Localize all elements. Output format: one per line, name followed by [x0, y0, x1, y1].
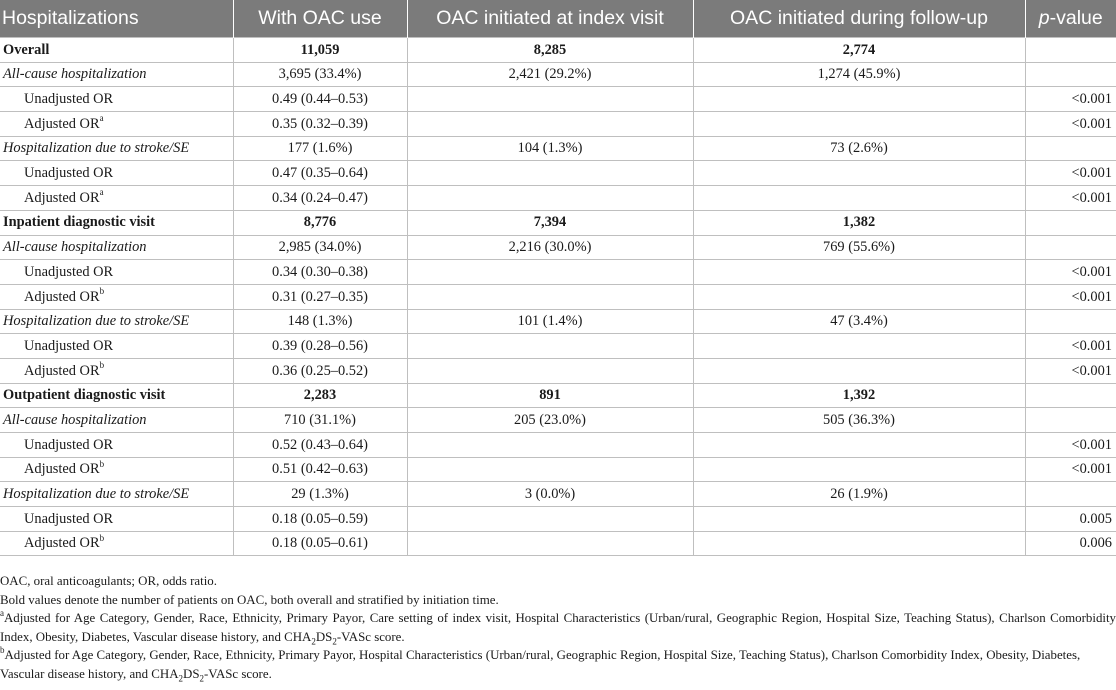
cell-p — [1025, 38, 1116, 63]
footnote-a-tail: -VASc score. — [336, 629, 405, 644]
cell-follow — [693, 358, 1025, 383]
row-label: Unadjusted OR — [0, 507, 233, 532]
header-oac-followup: OAC initiated during follow-up — [693, 0, 1025, 38]
cell-p — [1025, 482, 1116, 507]
row-label: Hospitalization due to stroke/SE — [0, 136, 233, 161]
footnote-b-sub2: 2 — [199, 673, 205, 684]
footnote-bold-values: Bold values denote the number of patients on OAC, both overall and stratified by initiation time. — [0, 592, 499, 607]
row-label: Outpatient diagnostic visit — [0, 383, 233, 408]
row-label: Hospitalization due to stroke/SE — [0, 482, 233, 507]
cell-index: 2,421 (29.2%) — [407, 62, 693, 87]
cell-follow: 2,774 — [693, 38, 1025, 63]
cell-index — [407, 358, 693, 383]
cell-p: 0.005 — [1025, 507, 1116, 532]
cell-follow: 769 (55.6%) — [693, 235, 1025, 260]
footnote-mark-b: b — [99, 532, 105, 543]
cell-p — [1025, 408, 1116, 433]
footnote-mark-b: b — [99, 359, 105, 370]
footnote-mark-a: a — [99, 186, 104, 197]
cell-p: <0.001 — [1025, 112, 1116, 137]
row-label — [0, 358, 233, 383]
footnote-a-sub2: 2 — [332, 636, 337, 647]
cell-index — [407, 112, 693, 137]
row-label-text: Adjusted OR — [24, 461, 100, 478]
footnote-a-mark: a — [0, 607, 4, 618]
header-p-rest: -value — [1049, 7, 1103, 29]
table-row — [0, 309, 1116, 334]
row-label — [0, 284, 233, 309]
cell-with-oac: 3,695 (33.4%) — [233, 62, 407, 87]
cell-follow — [693, 260, 1025, 285]
table-row — [0, 507, 1116, 532]
cell-follow: 1,382 — [693, 210, 1025, 235]
row-label — [0, 186, 233, 211]
table-row — [0, 482, 1116, 507]
row-label — [0, 531, 233, 556]
table-row — [0, 433, 1116, 458]
header-row — [0, 0, 1116, 38]
row-label-text: Adjusted OR — [24, 189, 100, 206]
cell-p: <0.001 — [1025, 334, 1116, 359]
cell-index — [407, 87, 693, 112]
cell-with-oac: 0.47 (0.35–0.64) — [233, 161, 407, 186]
table-row — [0, 383, 1116, 408]
cell-with-oac: 8,776 — [233, 210, 407, 235]
cell-index: 891 — [407, 383, 693, 408]
cell-p: <0.001 — [1025, 186, 1116, 211]
table-footnotes — [0, 572, 1116, 684]
table-row — [0, 284, 1116, 309]
cell-index: 3 (0.0%) — [407, 482, 693, 507]
cell-with-oac: 0.18 (0.05–0.61) — [233, 531, 407, 556]
cell-p: 0.006 — [1025, 531, 1116, 556]
cell-p — [1025, 62, 1116, 87]
cell-follow — [693, 112, 1025, 137]
footnote-b-tail: -VASc score. — [204, 666, 272, 681]
footnote-a-text: Adjusted for Age Category, Gender, Race, Ethnicity, Primary Payor, Care setting of index visit, Hospital Characteristics (Urban/rural, Geographic Region, Hospital Size, Teaching Status), Charlson Comorbidity Index, Obesity, Diabetes, Vascular disease history, and CHA — [0, 611, 1116, 644]
cell-follow: 73 (2.6%) — [693, 136, 1025, 161]
header-p-italic: p — [1038, 7, 1050, 29]
cell-follow: 505 (36.3%) — [693, 408, 1025, 433]
cell-follow — [693, 507, 1025, 532]
cell-with-oac: 0.31 (0.27–0.35) — [233, 284, 407, 309]
table-row — [0, 38, 1116, 63]
cell-follow — [693, 531, 1025, 556]
row-label: All-cause hospitalization — [0, 235, 233, 260]
cell-follow — [693, 433, 1025, 458]
cell-with-oac: 0.51 (0.42–0.63) — [233, 457, 407, 482]
footnote-abbreviations: OAC, oral anticoagulants; OR, odds ratio. — [0, 574, 217, 588]
cell-with-oac: 0.36 (0.25–0.52) — [233, 358, 407, 383]
row-label: Overall — [0, 38, 233, 63]
row-label — [0, 112, 233, 137]
table-row — [0, 210, 1116, 235]
cell-index — [407, 260, 693, 285]
cell-with-oac: 0.34 (0.30–0.38) — [233, 260, 407, 285]
cell-with-oac: 148 (1.3%) — [233, 309, 407, 334]
table-row — [0, 161, 1116, 186]
cell-p: <0.001 — [1025, 260, 1116, 285]
cell-index: 104 (1.3%) — [407, 136, 693, 161]
cell-index — [407, 531, 693, 556]
table-row — [0, 408, 1116, 433]
table-row — [0, 260, 1116, 285]
table-row — [0, 235, 1116, 260]
cell-with-oac: 0.52 (0.43–0.64) — [233, 433, 407, 458]
cell-index: 205 (23.0%) — [407, 408, 693, 433]
cell-index: 7,394 — [407, 210, 693, 235]
cell-follow — [693, 186, 1025, 211]
header-oac-index: OAC initiated at index visit — [407, 0, 693, 38]
row-label: All-cause hospitalization — [0, 62, 233, 87]
footnote-a-sub1: 2 — [311, 636, 316, 647]
footnote-b — [0, 646, 1116, 683]
footnote-b-sub1: 2 — [178, 673, 184, 684]
cell-p — [1025, 210, 1116, 235]
row-label: Unadjusted OR — [0, 260, 233, 285]
cell-index — [407, 433, 693, 458]
cell-with-oac: 0.39 (0.28–0.56) — [233, 334, 407, 359]
cell-follow: 1,274 (45.9%) — [693, 62, 1025, 87]
cell-p: <0.001 — [1025, 284, 1116, 309]
cell-p — [1025, 235, 1116, 260]
cell-p: <0.001 — [1025, 457, 1116, 482]
cell-with-oac: 2,283 — [233, 383, 407, 408]
cell-follow: 26 (1.9%) — [693, 482, 1025, 507]
cell-follow — [693, 284, 1025, 309]
cell-p — [1025, 309, 1116, 334]
cell-with-oac: 2,985 (34.0%) — [233, 235, 407, 260]
table-row — [0, 358, 1116, 383]
footnote-b-text: Adjusted for Age Category, Gender, Race, Ethnicity, Primary Payor, Hospital Characteristics (Urban/rural, Geographic Region, Hospital Size, Teaching Status), Charlson Comorbidity Index, Obesity, Diabetes, Vascular disease history, and CHA — [0, 648, 1081, 681]
cell-follow — [693, 334, 1025, 359]
cell-with-oac: 0.34 (0.24–0.47) — [233, 186, 407, 211]
table-row — [0, 457, 1116, 482]
footnote-b-ds: DS — [183, 666, 200, 681]
cell-index: 2,216 (30.0%) — [407, 235, 693, 260]
row-label: Unadjusted OR — [0, 334, 233, 359]
cell-index — [407, 161, 693, 186]
cell-follow — [693, 161, 1025, 186]
cell-with-oac: 0.18 (0.05–0.59) — [233, 507, 407, 532]
cell-index — [407, 186, 693, 211]
cell-with-oac: 29 (1.3%) — [233, 482, 407, 507]
table-row — [0, 334, 1116, 359]
row-label: All-cause hospitalization — [0, 408, 233, 433]
cell-index: 101 (1.4%) — [407, 309, 693, 334]
table-row — [0, 136, 1116, 161]
table-row — [0, 531, 1116, 556]
footnote-mark-a: a — [99, 112, 104, 123]
cell-follow — [693, 87, 1025, 112]
table-row — [0, 87, 1116, 112]
cell-with-oac: 177 (1.6%) — [233, 136, 407, 161]
cell-index: 8,285 — [407, 38, 693, 63]
row-label-text: Adjusted OR — [24, 535, 100, 552]
cell-follow: 1,392 — [693, 383, 1025, 408]
cell-with-oac: 710 (31.1%) — [233, 408, 407, 433]
cell-p: <0.001 — [1025, 161, 1116, 186]
row-label: Unadjusted OR — [0, 161, 233, 186]
cell-follow: 47 (3.4%) — [693, 309, 1025, 334]
table-row — [0, 112, 1116, 137]
cell-p: <0.001 — [1025, 358, 1116, 383]
row-label: Inpatient diagnostic visit — [0, 210, 233, 235]
table-row — [0, 62, 1116, 87]
cell-with-oac: 11,059 — [233, 38, 407, 63]
row-label: Unadjusted OR — [0, 87, 233, 112]
cell-index — [407, 457, 693, 482]
table-row — [0, 186, 1116, 211]
row-label: Hospitalization due to stroke/SE — [0, 309, 233, 334]
header-hospitalizations: Hospitalizations — [0, 0, 233, 38]
footnote-a — [0, 609, 1116, 646]
cell-p: <0.001 — [1025, 433, 1116, 458]
footnote-b-mark: b — [0, 645, 5, 656]
header-p-value — [1025, 0, 1116, 38]
cell-p — [1025, 383, 1116, 408]
row-label — [0, 457, 233, 482]
cell-with-oac: 0.49 (0.44–0.53) — [233, 87, 407, 112]
footnote-mark-b: b — [99, 458, 105, 469]
cell-index — [407, 507, 693, 532]
cell-index — [407, 284, 693, 309]
row-label-text: Adjusted OR — [24, 362, 100, 379]
row-label-text: Adjusted OR — [24, 115, 100, 132]
cell-p: <0.001 — [1025, 87, 1116, 112]
header-with-oac: With OAC use — [233, 0, 407, 38]
cell-p — [1025, 136, 1116, 161]
cell-index — [407, 334, 693, 359]
cell-follow — [693, 457, 1025, 482]
row-label-text: Adjusted OR — [24, 288, 100, 305]
cell-with-oac: 0.35 (0.32–0.39) — [233, 112, 407, 137]
row-label: Unadjusted OR — [0, 433, 233, 458]
footnote-a-ds: DS — [315, 629, 333, 644]
footnote-mark-b: b — [99, 285, 105, 296]
